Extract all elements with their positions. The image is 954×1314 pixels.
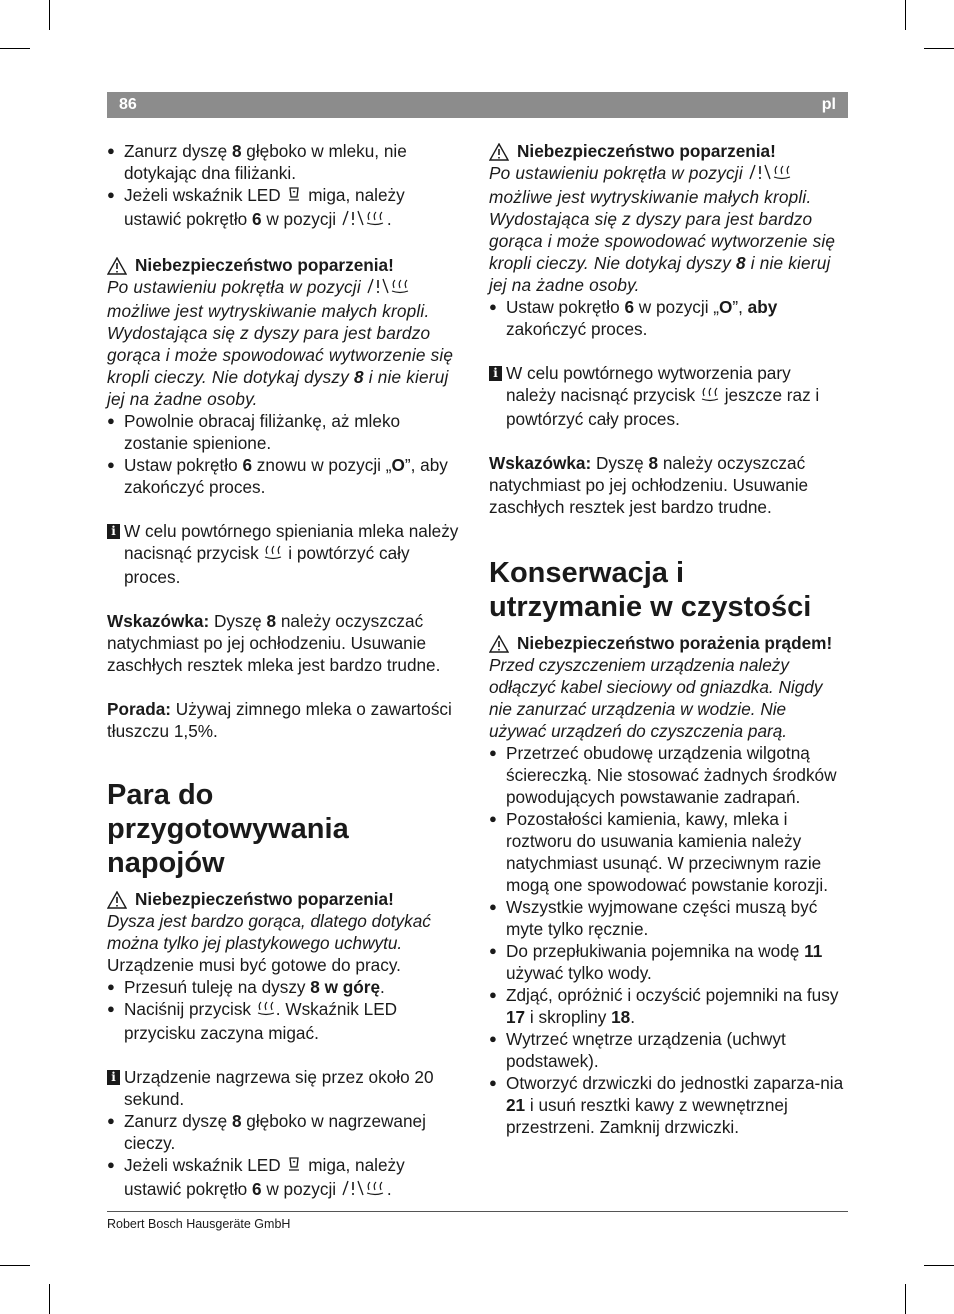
- tip-paragraph: Wskazówka: Dyszę 8 należy oczyszczać natychmiast po jej ochłodzeniu. Usuwanie zaschłych resztek jest bardzo trudne.: [489, 452, 809, 517]
- warning-text: Po ustawieniu pokrętła w pozycji możliwe jest wytryskiwanie małych kropli. Wydostająca się z dyszy para jest bardzo gorąca i może spowodować wytworzenie się kropli cieczy. Nie dotykaj dyszy 8 i nie kieruj jej na żadne osoby.: [107, 276, 454, 409]
- info-note: i W celu powtórnego wytworzenia pary należy nacisnąć przycisk jeszcze raz i powtórzyć cały proces.: [489, 362, 844, 430]
- list-item: ● Jeżeli wskaźnik LED miga, należy ustawić pokrętło 6 w pozycji .: [107, 184, 462, 232]
- steam-position-icon: [366, 277, 412, 300]
- left-column: [107, 140, 462, 1202]
- footer-company: Robert Bosch Hausgeräte GmbH: [107, 1217, 291, 1231]
- advice-paragraph: Porada: Używaj zimnego mleka o zawartości tłuszczu 1,5%.: [107, 698, 452, 741]
- language-code: pl: [821, 96, 836, 113]
- list-item: ● Ustaw pokrętło 6 znowu w pozycji „O”, aby zakończyć proces.: [107, 454, 462, 498]
- info-note: i Urządzenie nagrzewa się przez około 20 sekund.: [107, 1066, 462, 1110]
- info-icon: i: [489, 366, 502, 381]
- steam-button-icon: [263, 543, 283, 566]
- info-icon: i: [107, 1070, 120, 1085]
- steam-position-icon: [748, 163, 794, 186]
- crop-mark: [924, 48, 954, 49]
- steam-position-icon: [341, 1179, 387, 1202]
- crop-mark: [924, 1265, 954, 1266]
- crop-mark: [905, 0, 906, 30]
- footer-divider: [107, 1211, 848, 1212]
- warning-text: Dysza jest bardzo gorąca, dlatego dotykać można tylko jej plastykowego uchwytu.: [107, 910, 431, 953]
- section-heading: Para do przygotowywania napojów: [107, 778, 349, 879]
- list-item: ● Przetrzeć obudowę urządzenia wilgotną ściereczką. Nie stosować żadnych środków powodujących powstawanie zadrapań.: [489, 742, 844, 808]
- page-number: 86: [119, 96, 137, 113]
- list-item: ● Zanurz dyszę 8 głęboko w mleku, nie dotykając dna filiżanki.: [107, 140, 462, 184]
- list-item: ● Przesuń tuleję na dyszy 8 w górę.: [107, 976, 462, 998]
- led-milk-icon: [285, 1155, 303, 1178]
- crop-mark: [0, 1265, 30, 1266]
- warning-icon: [489, 635, 509, 658]
- burn-warning-title: Niebezpieczeństwo poparzenia!: [489, 140, 844, 162]
- paragraph: Urządzenie musi być gotowe do pracy.: [107, 954, 401, 975]
- page-header: [107, 92, 848, 118]
- list-item: ● Wytrzeć wnętrze urządzenia (uchwyt podstawek).: [489, 1028, 844, 1072]
- crop-mark: [49, 1284, 50, 1314]
- warning-icon: [489, 143, 509, 166]
- list-item: ● Zdjąć, opróżnić i oczyścić pojemniki na fusy 17 i skropliny 18.: [489, 984, 844, 1028]
- burn-warning-title: Niebezpieczeństwo poparzenia!: [107, 888, 462, 910]
- warning-icon: [107, 257, 127, 280]
- shock-warning-title: Niebezpieczeństwo porażenia prądem!: [489, 632, 844, 654]
- led-milk-icon: [285, 185, 303, 208]
- steam-button-icon: [256, 999, 276, 1022]
- list-item: ● Jeżeli wskaźnik LED miga, należy ustawić pokrętło 6 w pozycji .: [107, 1154, 462, 1202]
- warning-text: Przed czyszczeniem urządzenia należy odłączyć kabel sieciowy od gniazdka. Nigdy nie zanurzać urządzenia w wodzie. Nie używać urządzeń do czyszczenia parą.: [489, 654, 823, 741]
- info-note: i W celu powtórnego spieniania mleka należy nacisnąć przycisk i powtórzyć cały proces.: [107, 520, 462, 588]
- crop-mark: [905, 1284, 906, 1314]
- right-column: [489, 140, 844, 1138]
- warning-icon: [107, 891, 127, 914]
- info-icon: i: [107, 524, 120, 539]
- crop-mark: [49, 0, 50, 30]
- list-item: ● Naciśnij przycisk . Wskaźnik LED przycisku zaczyna migać.: [107, 998, 462, 1044]
- burn-warning-title: Niebezpieczeństwo poparzenia!: [107, 254, 462, 276]
- list-item: ● Otworzyć drzwiczki do jednostki zaparza-nia 21 i usuń resztki kawy z wewnętrznej przestrzeni. Zamknij drzwiczki.: [489, 1072, 844, 1138]
- list-item: ● Zanurz dyszę 8 głęboko w nagrzewanej cieczy.: [107, 1110, 462, 1154]
- steam-position-icon: [341, 209, 387, 232]
- list-item: ● Do przepłukiwania pojemnika na wodę 11 używać tylko wody.: [489, 940, 844, 984]
- tip-paragraph: Wskazówka: Dyszę 8 należy oczyszczać natychmiast po jej ochłodzeniu. Usuwanie zaschłych resztek mleka jest bardzo trudne.: [107, 610, 441, 675]
- list-item: ● Powolnie obracaj filiżankę, aż mleko zostanie spienione.: [107, 410, 462, 454]
- steam-button-icon: [700, 385, 720, 408]
- list-item: ● Ustaw pokrętło 6 w pozycji „O”, aby zakończyć proces.: [489, 296, 844, 340]
- list-item: ● Wszystkie wyjmowane części muszą być myte tylko ręcznie.: [489, 896, 844, 940]
- list-item: ● Pozostałości kamienia, kawy, mleka i roztworu do usuwania kamienia należy natychmiast usunąć. W przeciwnym razie mogą one spowodować powstanie korozji.: [489, 808, 844, 896]
- warning-text: Po ustawieniu pokrętła w pozycji możliwe jest wytryskiwanie małych kropli. Wydostająca się z dyszy para jest bardzo gorąca i może spowodować wytworzenie się kropli cieczy. Nie dotykaj dyszy 8 i nie kieruj jej na żadne osoby.: [489, 163, 836, 295]
- section-heading: Konserwacja i utrzymanie w czystości: [489, 556, 812, 623]
- crop-mark: [0, 48, 30, 49]
